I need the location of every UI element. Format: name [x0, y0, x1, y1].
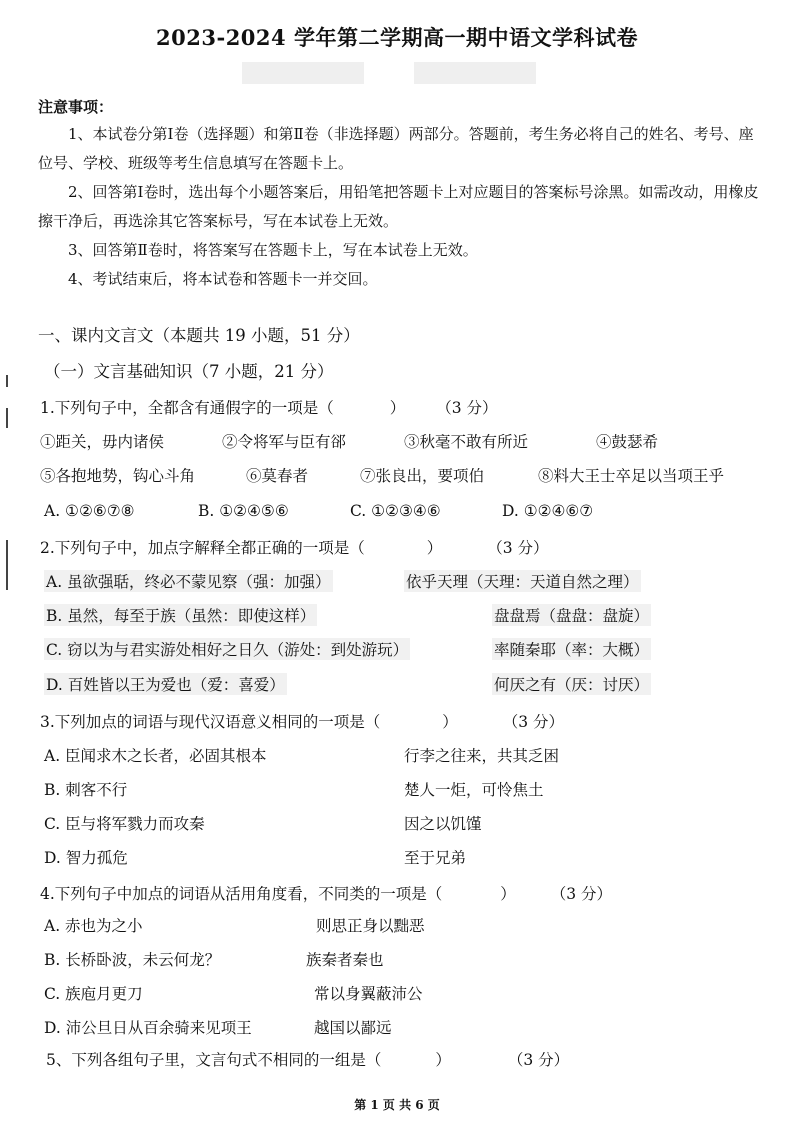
question-2-option-a-right: 依乎天理（天理：天道自然之理）: [404, 570, 641, 592]
question-5-stem: 5、下列各组句子里，文言句式不相同的一组是（ ） （3 分）: [46, 1051, 570, 1069]
question-1-stem: 1.下列句子中，全都含有通假字的一项是（ ） （3 分）: [40, 399, 498, 417]
question-2-option-c-right: 率随秦耶（率：大概）: [492, 638, 651, 660]
question-3-option-d-left: D. 智力孤危: [44, 849, 128, 867]
notice-item: 1、本试卷分第Ⅰ卷（选择题）和第Ⅱ卷（非选择题）两部分。答题前，考生务必将自己的姓名、考号、座位号、学校、班级等考生信息填写在答题卡上。: [38, 125, 754, 172]
notice-item: 3、回答第Ⅱ卷时，将答案写在答题卡上，写在本试卷上无效。: [68, 241, 478, 259]
notice-item: 4、考试结束后，将本试卷和答题卡一并交回。: [68, 270, 378, 288]
question-1-item: ⑦张良出，要项伯: [360, 467, 485, 485]
question-1-option-b: B. ①②④⑤⑥: [198, 502, 289, 520]
question-2-option-c-left: C. 窃以为与君实游处相好之日久（游处：到处游玩）: [44, 638, 410, 660]
page-footer: 第 1 页 共 6 页: [354, 1098, 440, 1112]
barcode-area-left: [242, 62, 364, 84]
question-4-option-b-left: B. 长桥卧波，未云何龙？: [44, 951, 221, 969]
question-2-option-d-left: D. 百姓皆以王为爱也（爱：喜爱）: [44, 673, 287, 695]
question-3-option-a-right: 行李之往来，共其乏困: [404, 747, 560, 765]
question-4-option-b-right: 族秦者秦也: [306, 951, 384, 969]
question-1-item: ③秋毫不敢有所近: [404, 433, 529, 451]
margin-mark: [6, 408, 8, 428]
question-4-option-a-left: A. 赤也为之小: [44, 917, 143, 935]
question-3-option-b-left: B. 刺客不行: [44, 781, 128, 799]
question-4-stem: 4.下列句子中加点的词语从活用角度看，不同类的一项是（ ） （3 分）: [40, 885, 613, 903]
question-3-option-b-right: 楚人一炬，可怜焦土: [404, 781, 544, 799]
subsection-heading: （一）文言基础知识（7 小题，21 分）: [44, 362, 334, 381]
question-4-option-c-left: C. 族庖月更刀: [44, 985, 143, 1003]
question-4-option-d-left: D. 沛公旦日从百余骑来见项王: [44, 1019, 252, 1037]
question-1-item: ⑧料大王士卒足以当项王乎: [538, 467, 725, 485]
margin-mark: [6, 375, 8, 387]
question-1-item: ①距关，毋内诸侯: [40, 433, 165, 451]
question-1-item: ⑤各抱地势，钩心斗角: [40, 467, 196, 485]
question-1-item: ②令将军与臣有郤: [222, 433, 347, 451]
notice-item: 2、回答第Ⅰ卷时，选出每个小题答案后，用铅笔把答题卡上对应题目的答案标号涂黑。如需改动，用橡皮擦干净后，再选涂其它答案标号，写在本试卷上无效。: [38, 183, 759, 230]
question-3-option-c-left: C. 臣与将军戮力而攻秦: [44, 815, 205, 833]
section-heading: 一、课内文言文（本题共 19 小题，51 分）: [38, 326, 360, 345]
question-3-option-c-right: 因之以饥馑: [404, 815, 482, 833]
question-1-item: ⑥莫春者: [246, 467, 309, 485]
question-2-option-b-left: B. 虽然，每至于族（虽然：即使这样）: [44, 604, 317, 626]
notice-heading: 注意事项：: [38, 98, 114, 116]
question-2-option-a-left: A. 虽欲强聒，终必不蒙见察（强：加强）: [44, 570, 333, 592]
question-1-option-c: C. ①②③④⑥: [350, 502, 441, 520]
question-1-option-d: D. ①②④⑥⑦: [502, 502, 594, 520]
barcode-area-right: [414, 62, 536, 84]
question-2-option-d-right: 何厌之有（厌：讨厌）: [492, 673, 651, 695]
question-1-item: ④鼓瑟希: [596, 433, 659, 451]
question-3-option-d-right: 至于兄弟: [404, 849, 467, 867]
notice-list: [38, 120, 768, 294]
margin-mark: [6, 540, 8, 590]
question-4-option-d-right: 越国以鄙远: [314, 1019, 392, 1037]
exam-title: 2023-2024 学年第二学期高一期中语文学科试卷: [156, 25, 638, 50]
question-4-option-c-right: 常以身翼蔽沛公: [314, 985, 423, 1003]
question-3-option-a-left: A. 臣闻求木之长者，必固其根本: [44, 747, 267, 765]
question-2-option-b-right: 盘盘焉（盘盘：盘旋）: [492, 604, 651, 626]
question-4-option-a-right: 则思正身以黜恶: [316, 917, 425, 935]
question-1-option-a: A. ①②⑥⑦⑧: [44, 502, 135, 520]
question-3-stem: 3.下列加点的词语与现代汉语意义相同的一项是（ ） （3 分）: [40, 713, 565, 731]
question-2-stem: 2.下列句子中，加点字解释全都正确的一项是（ ） （3 分）: [40, 539, 549, 557]
